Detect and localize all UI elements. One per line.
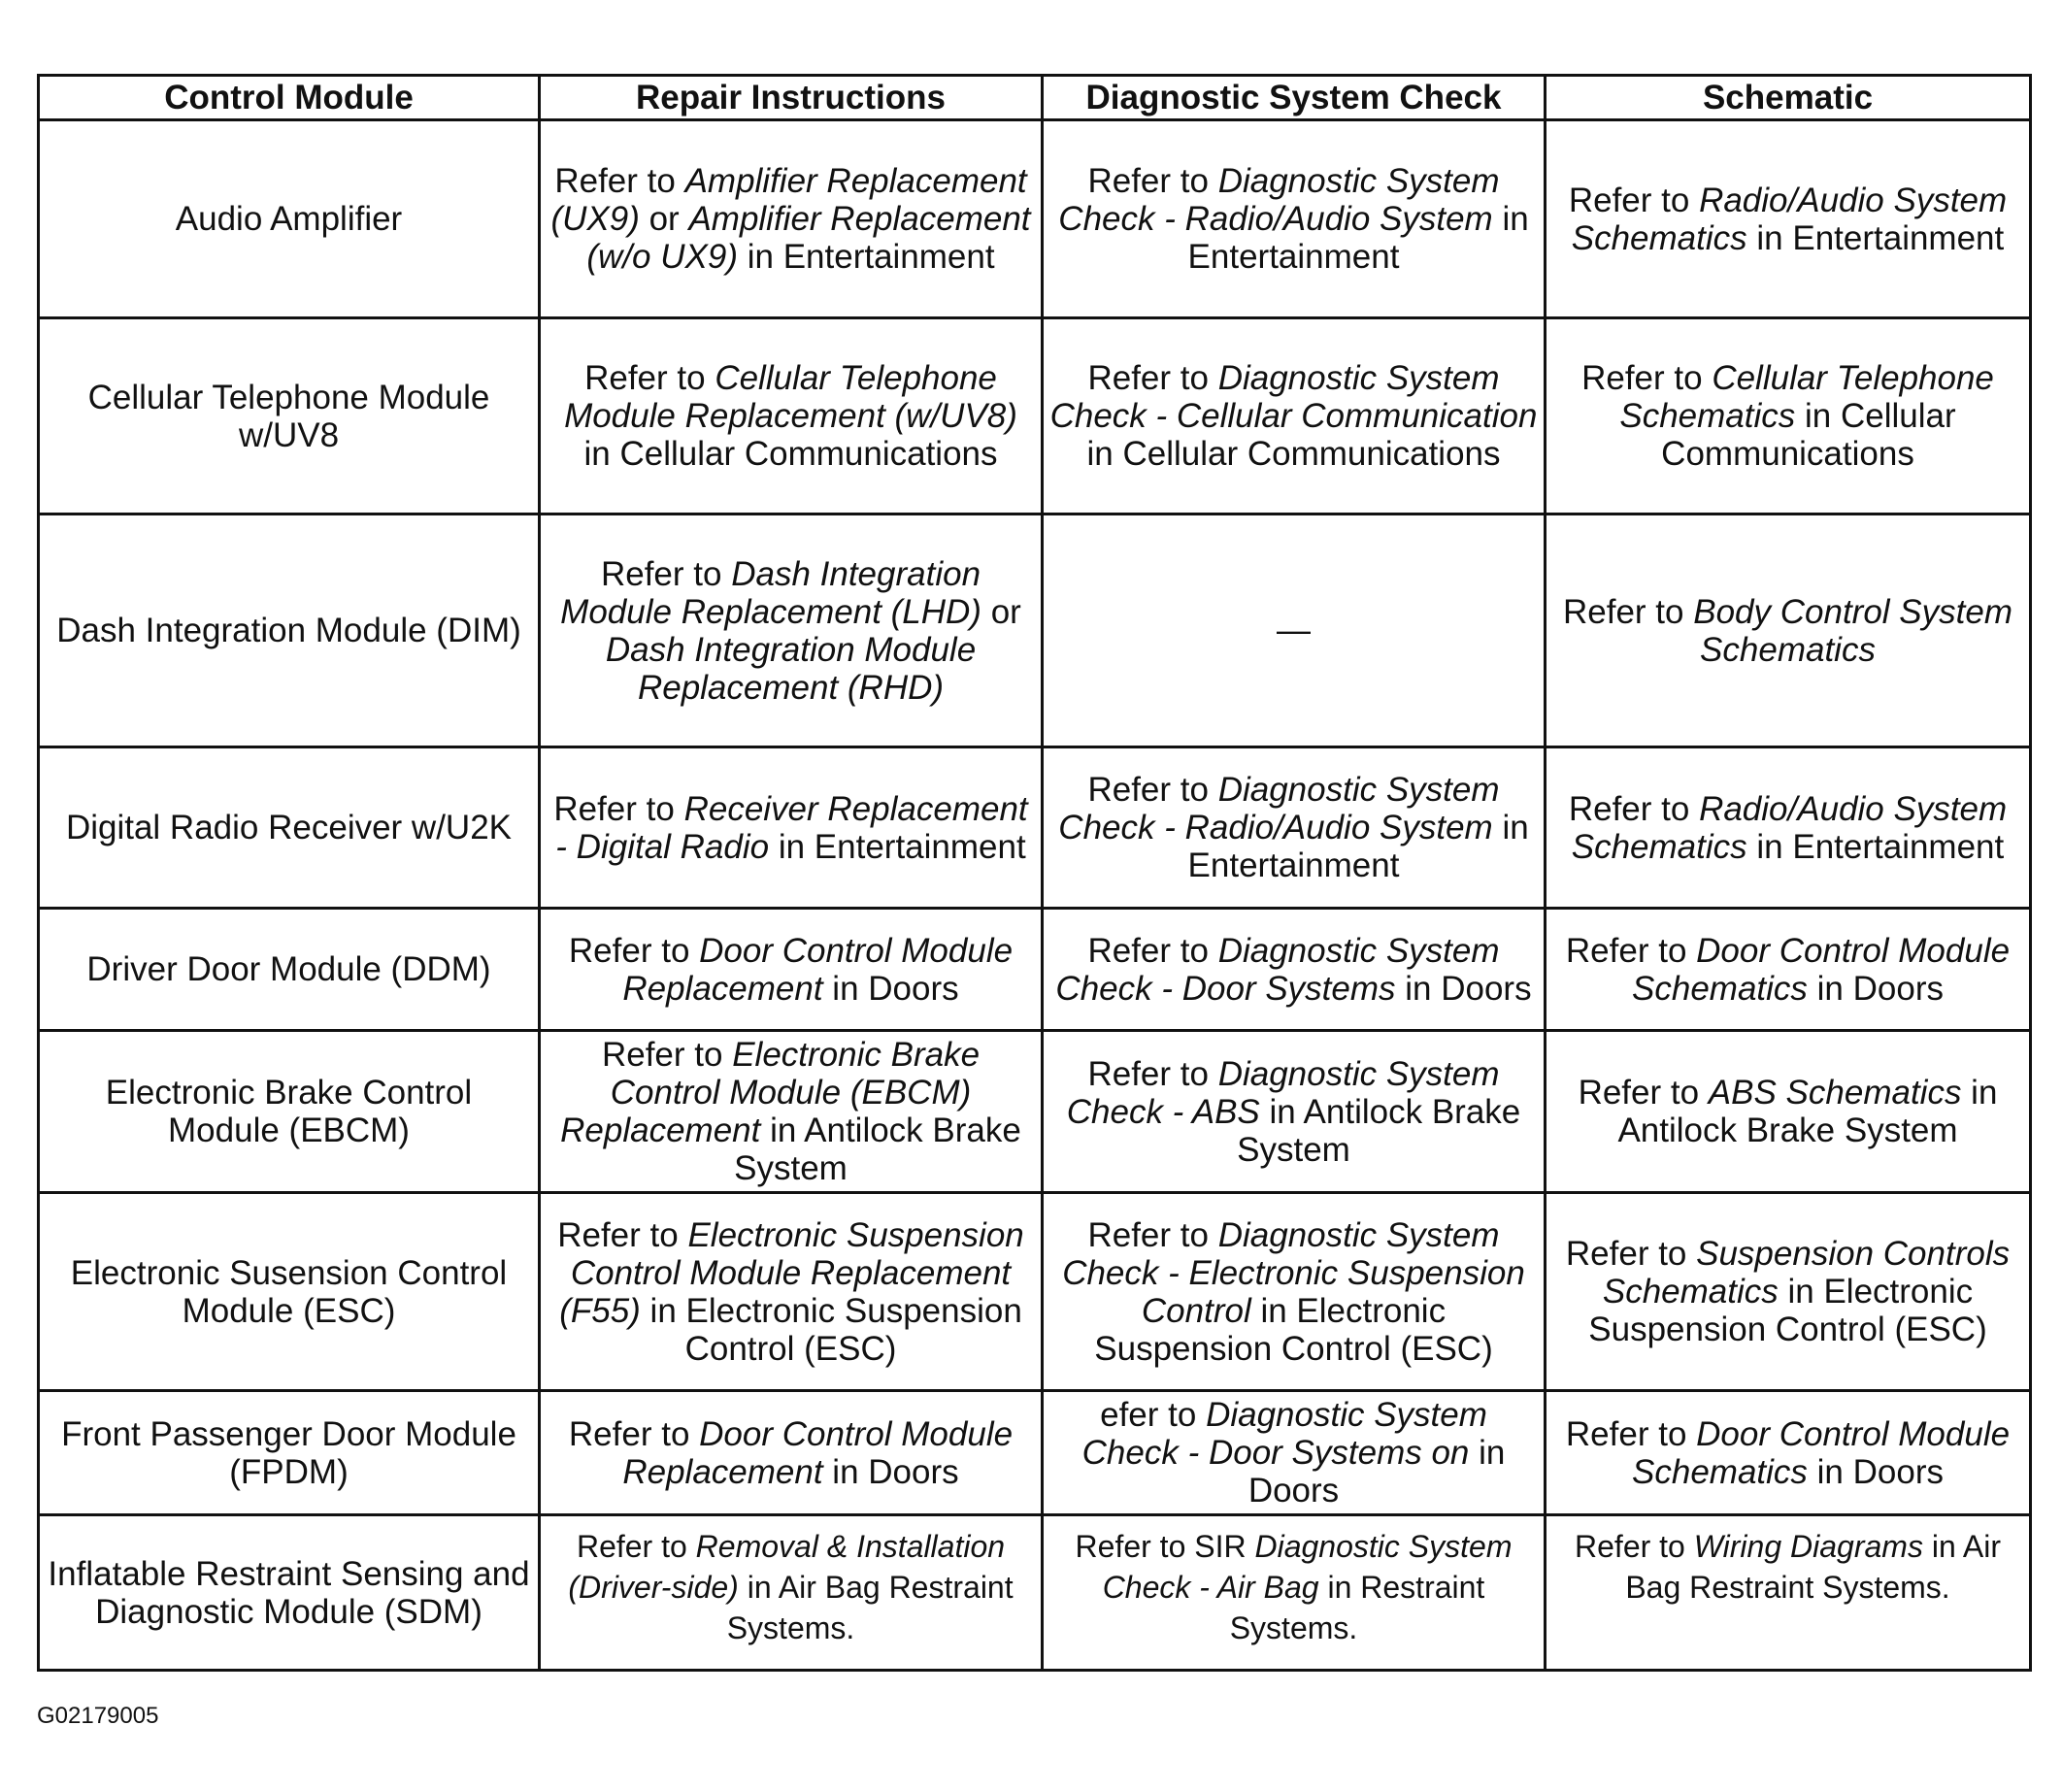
reference-title: Door Control Module Replacement (622, 1414, 1014, 1491)
reference-title: Suspension Controls Schematics (1602, 1235, 2011, 1311)
module-name: Audio Amplifier (175, 200, 403, 238)
reference-text: in Cellular Communications (1086, 435, 1501, 473)
reference-text: in Doors (1247, 1434, 1506, 1510)
module-name: Electronic Brake Control Module (EBCM) (105, 1074, 473, 1149)
reference-text: Refer to (584, 359, 715, 397)
reference-title: Dash Integration Module Replacement (LHD) (560, 554, 981, 631)
reference-text: Refer to (1563, 592, 1694, 631)
module-name: Dash Integration Module (DIM) (56, 612, 521, 649)
reference-title: Diagnostic System Check - Radio/Audio System (1058, 162, 1500, 238)
module-name: Cellular Telephone Module w/UV8 (87, 378, 490, 454)
module-name-cell (39, 1515, 540, 1671)
reference-text: or (639, 200, 689, 238)
reference-text: — (1277, 612, 1311, 649)
schematic-cell (1546, 747, 2031, 909)
reference-text: efer to (1100, 1396, 1207, 1434)
reference-text: in Doors (822, 1452, 959, 1491)
reference-title: Radio/Audio System Schematics (1571, 789, 2008, 866)
table-row (39, 120, 2031, 318)
reference-title: Cellular Telephone Schematics (1619, 359, 1994, 435)
reference-title: Amplifier Replacement (UX9) (550, 162, 1027, 238)
reference-text: Refer to (1565, 1414, 1697, 1453)
reference-title: Radio/Audio System Schematics (1571, 181, 2008, 257)
reference-title: Diagnostic System Check - Air Bag (1102, 1529, 1513, 1605)
table-row (39, 514, 2031, 747)
reference-text: in Doors (822, 969, 959, 1008)
table-row (39, 1391, 2031, 1515)
reference-title: Diagnostic System Check - Radio/Audio System (1058, 771, 1500, 846)
reference-text: Refer to (554, 162, 685, 200)
reference-text: in Cellular Communications (583, 435, 998, 473)
header-diagnostic-system-check: Diagnostic System Check (1043, 76, 1546, 120)
reference-title: Diagnostic System Check - Door Systems on (1081, 1396, 1487, 1472)
reference-text: SIR (1194, 1529, 1247, 1564)
module-name-cell (39, 514, 540, 747)
reference-title: Electronic Brake Control Module (EBCM) Replacement (560, 1036, 981, 1149)
diagnostic-check-cell (1043, 1391, 1546, 1515)
module-name-cell (39, 1031, 540, 1193)
repair-instructions-cell (540, 909, 1043, 1031)
module-name: Electronic Susension Control Module (ESC) (70, 1253, 508, 1330)
repair-instructions-cell (540, 1193, 1043, 1391)
module-name-cell (39, 120, 540, 318)
reference-text: in Electronic Suspension Control (ESC) (640, 1291, 1022, 1368)
reference-text: Refer to (1578, 1074, 1709, 1112)
module-name: Front Passenger Door Module (FPDM) (61, 1414, 516, 1491)
reference-title: Cellular Telephone Module Replacement (w/UV8) (564, 359, 1017, 435)
reference-text: Refer to (568, 931, 700, 970)
repair-instructions-cell (540, 1391, 1043, 1515)
table-row (39, 1193, 2031, 1391)
repair-instructions-cell (540, 318, 1043, 514)
table-row (39, 318, 2031, 514)
schematic-cell (1546, 120, 2031, 318)
reference-text: in Entertainment (1187, 200, 1529, 276)
diagnostic-check-cell (1043, 1515, 1546, 1671)
reference-title: Body Control System Schematics (1693, 592, 2012, 669)
schematic-cell (1546, 1391, 2031, 1515)
reference-title: Wiring Diagrams (1693, 1529, 1923, 1564)
reference-text: in Entertainment (1187, 809, 1529, 884)
reference-text: Refer to (1568, 789, 1700, 828)
reference-title: Diagnostic System Check - Door Systems (1055, 931, 1500, 1008)
reference-text: in Doors (1807, 969, 1944, 1008)
reference-text: Refer to (601, 1036, 733, 1074)
reference-text: Refer to (1575, 1529, 1694, 1564)
reference-text: Refer to (1581, 359, 1713, 397)
reference-text: Refer to (557, 1215, 688, 1254)
module-name: Inflatable Restraint Sensing and Diagnostic Module (SDM) (48, 1554, 530, 1631)
reference-text: Refer to (1087, 771, 1218, 809)
reference-text: Refer to (1075, 1529, 1195, 1564)
module-name-cell (39, 909, 540, 1031)
reference-text: Refer to (1087, 359, 1218, 397)
repair-instructions-cell (540, 747, 1043, 909)
table-row (39, 909, 2031, 1031)
diagnostic-check-cell (1043, 1031, 1546, 1193)
reference-text: Refer to (568, 1414, 700, 1453)
reference-text: in Air Bag Restraint Systems. (726, 1570, 1014, 1645)
control-module-table (37, 74, 2032, 1672)
repair-instructions-cell (540, 514, 1043, 747)
diagnostic-check-cell (1043, 1193, 1546, 1391)
figure-id: G02179005 (37, 1703, 159, 1729)
reference-title: Receiver Replacement - Digital Radio (555, 789, 1028, 866)
reference-text: in Doors (1807, 1452, 1944, 1491)
repair-instructions-cell (540, 1515, 1043, 1671)
schematic-cell (1546, 909, 2031, 1031)
reference-text: in Air Bag Restraint Systems. (1625, 1529, 2001, 1605)
reference-text: in Cellular Communications (1661, 397, 1956, 473)
diagnostic-check-cell (1043, 747, 1546, 909)
reference-text: Refer to (1565, 1235, 1697, 1273)
module-name-cell (39, 1391, 540, 1515)
schematic-cell (1546, 1031, 2031, 1193)
table-row (39, 1031, 2031, 1193)
reference-title: Electronic Suspension Control Module Replacement (F55) (559, 1215, 1024, 1330)
repair-instructions-cell (540, 120, 1043, 318)
reference-text: Refer to (1087, 1054, 1218, 1093)
schematic-cell (1546, 318, 2031, 514)
reference-text: in Restraint Systems. (1229, 1570, 1485, 1645)
reference-text: in Entertainment (1746, 218, 2005, 257)
reference-text: in Antilock Brake System (1237, 1092, 1521, 1169)
table-row (39, 747, 2031, 909)
reference-title: Door Control Module Replacement (622, 931, 1014, 1008)
module-name: Driver Door Module (DDM) (86, 950, 491, 988)
header-control-module: Control Module (39, 76, 540, 120)
reference-title: Amplifier Replacement (w/o UX9) (586, 200, 1031, 276)
reference-title: Diagnostic System Check - Electronic Suspension Control (1062, 1215, 1525, 1330)
reference-text: Refer to (1087, 931, 1218, 970)
reference-text: in Antilock Brake System (1617, 1074, 1998, 1149)
reference-text: or (981, 592, 1021, 631)
reference-title: Removal & Installation (Driver-side) (568, 1529, 1006, 1605)
schematic-cell (1546, 1193, 2031, 1391)
reference-text: Refer to (1087, 162, 1218, 200)
reference-text: in Entertainment (769, 827, 1026, 866)
module-name-cell (39, 318, 540, 514)
reference-title: Door Control Module Schematics (1632, 931, 2011, 1008)
schematic-cell (1546, 1515, 2031, 1671)
schematic-cell (1546, 514, 2031, 747)
table-header-row (39, 76, 2031, 120)
diagnostic-check-cell (1043, 120, 1546, 318)
reference-title: Diagnostic System Check - Cellular Communication (1049, 359, 1538, 435)
reference-text: Refer to (1087, 1215, 1218, 1254)
diagnostic-check-cell (1043, 514, 1546, 747)
diagnostic-check-cell (1043, 318, 1546, 514)
module-name-cell (39, 747, 540, 909)
reference-text: Refer to (600, 554, 732, 593)
reference-text: in Electronic Suspension Control (ESC) (1588, 1273, 1987, 1348)
reference-title: Diagnostic System Check - ABS (1066, 1054, 1500, 1131)
reference-text: in Entertainment (738, 238, 995, 276)
reference-text: in Electronic Suspension Control (ESC) (1094, 1291, 1493, 1368)
reference-text: in Doors (1395, 969, 1532, 1008)
reference-text: in Entertainment (1746, 827, 2005, 866)
repair-instructions-cell (540, 1031, 1043, 1193)
reference-title: Dash Integration Module Replacement (RHD) (605, 630, 977, 707)
reference-text: Refer to (576, 1529, 696, 1564)
header-schematic: Schematic (1546, 76, 2031, 120)
reference-text: Refer to (1565, 931, 1697, 970)
reference-title: Door Control Module Schematics (1632, 1414, 2011, 1491)
header-repair-instructions: Repair Instructions (540, 76, 1043, 120)
reference-title: ABS Schematics (1708, 1074, 1962, 1112)
reference-text: Refer to (553, 789, 684, 828)
table-row (39, 1515, 2031, 1671)
module-name-cell (39, 1193, 540, 1391)
diagnostic-check-cell (1043, 909, 1546, 1031)
reference-text: in Antilock Brake System (734, 1112, 1021, 1187)
module-name: Digital Radio Receiver w/U2K (65, 809, 513, 846)
reference-text: Refer to (1568, 181, 1700, 219)
